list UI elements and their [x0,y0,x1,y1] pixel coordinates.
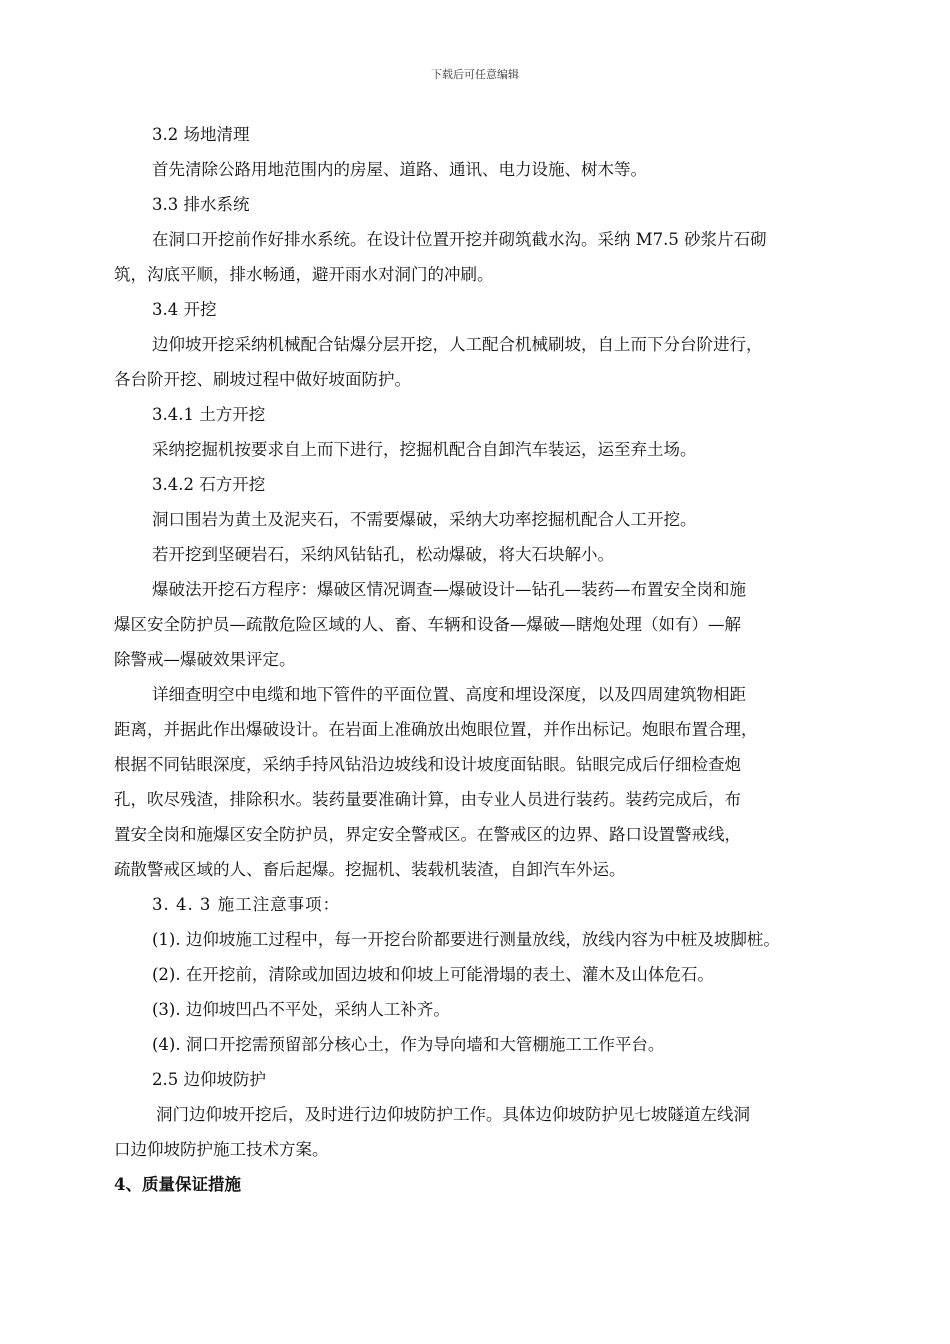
paragraph-line: 疏散警戒区域的人、畜后起爆。挖掘机、装载机装渣，自卸汽车外运。 [114,860,626,879]
section-heading-2-5: 2.5 边仰坡防护 [152,1070,266,1089]
paragraph-line: 孔，吹尽残渣，排除积水。装药量要准确计算，由专业人员进行装药。装药完成后，布 [114,790,741,809]
section-heading-3-4-3: 3. 4. 3 施工注意事项： [152,895,341,914]
paragraph-line: 洞口围岩为黄土及泥夹石，不需要爆破，采纳大功率挖掘机配合人工开挖。 [152,510,697,529]
paragraph-line: 距离，并据此作出爆破设计。在岩面上准确放出炮眼位置，并作出标记。炮眼布置合理， [114,720,758,739]
list-item: (2). 在开挖前，清除或加固边坡和仰坡上可能滑塌的表土、灌木及山体危石。 [152,965,714,984]
paragraph-line: 各台阶开挖、刷坡过程中做好坡面防护。 [114,370,411,389]
section-heading-3-4-1: 3.4.1 土方开挖 [152,405,266,424]
section-heading-3-4: 3.4 开挖 [152,300,217,319]
section-heading-3-4-2: 3.4.2 石方开挖 [152,475,266,494]
paragraph-line: 若开挖到坚硬岩石，采纳风钻钻孔，松动爆破，将大石块解小。 [152,545,614,564]
paragraph-line: 口边仰坡防护施工技术方案。 [114,1140,329,1159]
paragraph-line: 筑，沟底平顺，排水畅通，避开雨水对洞门的冲刷。 [114,265,494,284]
document-body [114,117,870,1202]
list-item: (4). 洞口开挖需预留部分核心土，作为导向墙和大管棚施工工作平台。 [152,1035,665,1054]
paragraph-line: 边仰坡开挖采纳机械配合钻爆分层开挖，人工配合机械刷坡，自上而下分台阶进行， [152,335,763,354]
list-item: (1). 边仰坡施工过程中，每一开挖台阶都要进行测量放线，放线内容为中桩及坡脚桩。 [152,930,780,949]
section-heading-3-3: 3.3 排水系统 [152,195,250,214]
paragraph-line: 采纳挖掘机按要求自上而下进行，挖掘机配合自卸汽车装运，运至弃土场。 [152,440,697,459]
paragraph-line: 洞门边仰坡开挖后，及时进行边仰坡防护工作。具体边仰坡防护见七坡隧道左线洞 [156,1105,750,1124]
section-heading-3-2: 3.2 场地清理 [152,125,250,144]
paragraph-line: 置安全岗和施爆区安全防护员，界定安全警戒区。在警戒区的边界、路口设置警戒线， [114,825,741,844]
page-header: 下载后可任意编辑 [431,68,519,81]
paragraph-line: 爆破法开挖石方程序：爆破区情况调查—爆破设计—钻孔—装药—布置安全岗和施 [152,580,746,599]
section-heading-4: 4、质量保证措施 [114,1175,241,1194]
paragraph-line: 除警戒—爆破效果评定。 [114,650,296,669]
paragraph-line: 首先清除公路用地范围内的房屋、道路、通讯、电力设施、树木等。 [152,160,647,179]
paragraph-line: 详细查明空中电缆和地下管件的平面位置、高度和埋设深度，以及四周建筑物相距 [152,685,746,704]
paragraph-line: 在洞口开挖前作好排水系统。在设计位置开挖并砌筑截水沟。采纳 M7.5 砂浆片石砌 [152,230,767,249]
list-item: (3). 边仰坡凹凸不平处，采纳人工补齐。 [152,1000,450,1019]
paragraph-line: 爆区安全防护员—疏散危险区域的人、畜、车辆和设备—爆破—瞎炮处理（如有）—解 [114,615,741,634]
paragraph-line: 根据不同钻眼深度，采纳手持风钻沿边坡线和设计坡度面钻眼。钻眼完成后仔细检查炮 [114,755,741,774]
